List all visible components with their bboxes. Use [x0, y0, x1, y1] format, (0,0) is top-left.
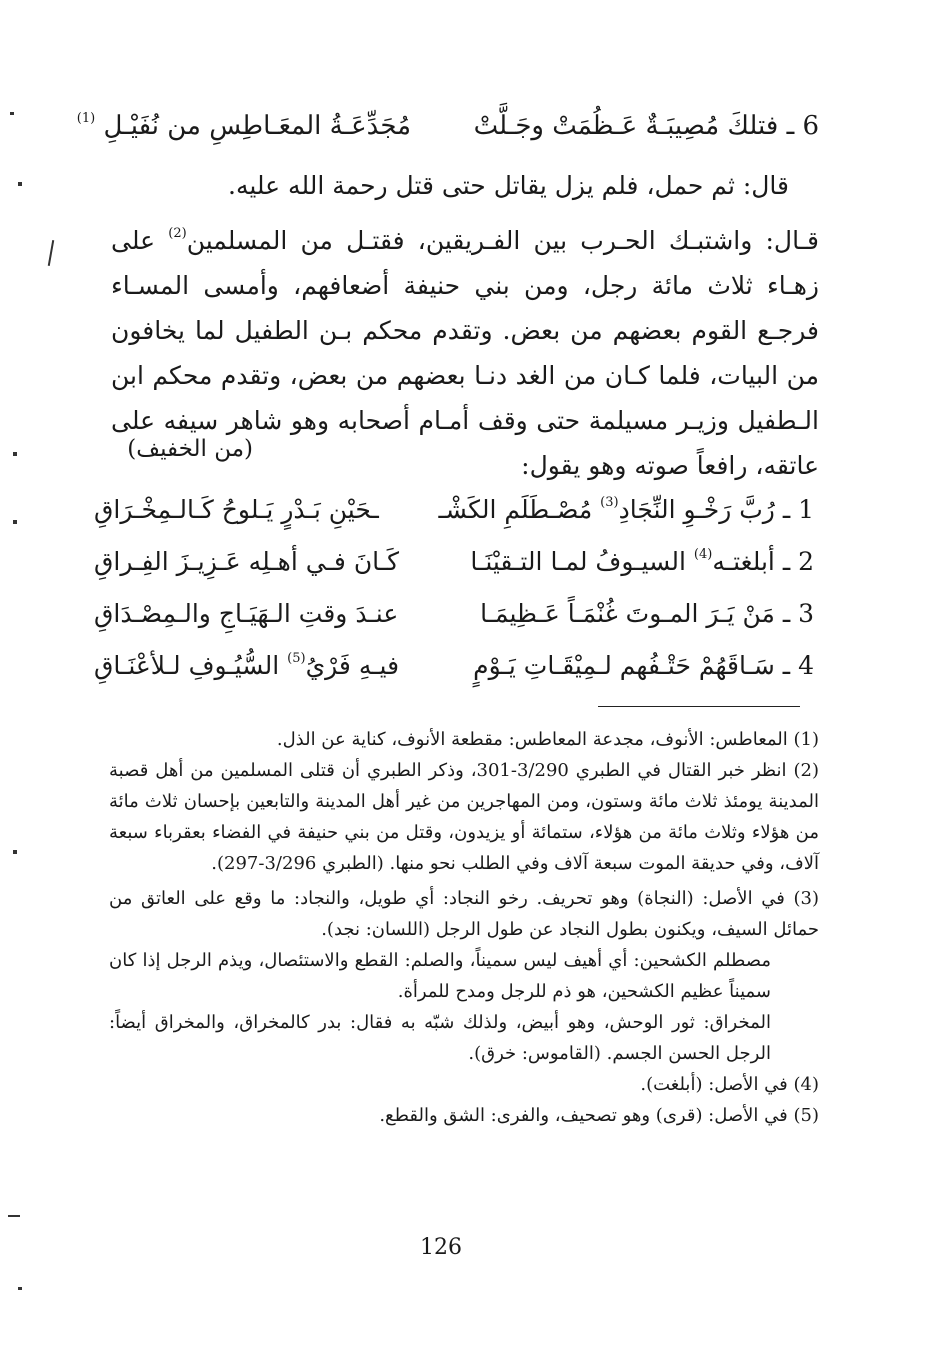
footnote-ref-3[interactable]: (3): [600, 495, 619, 510]
poem-line: [94, 540, 814, 592]
poem-line: [94, 644, 814, 696]
paragraph-said: قال: ثم حمل، فلم يزل يقاتل حتى قتل رحمة الله عليه.: [228, 171, 789, 200]
poem-hemistich-2: فيـهِ فَرْيُ$^{(5)}$ السُّيُـوفِ لـلأعْنَـاقِ: [94, 651, 400, 680]
footnote-3-continued: المخراق: ثور الوحش، وهو أبيض، ولذلك شبّه به فقال: بدر كالمخراق، والمخراق أيضاً: الرجل الحسن الجسم. (القاموس: خرق).: [109, 1012, 771, 1064]
paragraph-main-part-2: على زهـاء ثلاث مائة رجل، ومن بني حنيفة أضعافهم، وأمسى المسـاء فرجـع القوم بعضهم من بعض. وتقدم محكم بـن الطفيل لما يخافون من البيات، فلما كـان من الغد دنـا بعضهم من بعض، وتقدم محكم ابن الـطفيل وزيـر مسيلمة حتى وقف أمـام أصحابه وهو شاهر سيفه على عاتقه، رافعاً صوته وهو يقول:: [111, 226, 819, 480]
poem-hemistich-1: 1 ـ رُبَّ رَخْـوِ النِّجَادِ$^{(3)}$ مُصْـطَلَمِ الكَشْـ: [438, 495, 814, 524]
poem-hemistich-1: 2 ـ أبلغتـه$^{(4)}$ السيـوفُ لمـا التـقيْنَـا: [470, 547, 814, 576]
verse-6-hemistich-2: مُجَدِّعَـةُ المعَـاطِسِ من نُفَيْـلِ: [103, 111, 412, 141]
verse-number: 6 ـ: [786, 111, 819, 141]
scan-speck: [48, 240, 54, 266]
verse-6: [77, 104, 819, 148]
paragraph-main-part-1: قـال: واشتبـك الحـرب بين الفـريقين، فقتـل من المسلمين: [186, 226, 819, 255]
poem-hemistich-2: عنـدَ وقتِ الـهَيَـاجِ والـمِصْـدَاقِ: [94, 599, 399, 628]
poem-hemistich-1: 4 ـ سَـاقَهُمْ حَتْـفُهم لـمِيْقَـاتِ يَـوْمٍ: [473, 651, 814, 680]
scan-speck: [13, 452, 17, 456]
footnote-ref-2[interactable]: (2): [168, 226, 187, 241]
scan-speck: [13, 520, 17, 524]
scan-speck: [13, 850, 17, 854]
poem-meter: (من الخفيف): [127, 436, 253, 462]
poem-hemistich-2: ـحَيْنِ بَـدْرٍ يَـلوحُ كَـالـمِخْـرَاقِ: [94, 495, 379, 524]
scan-speck: [18, 182, 22, 186]
footnote-ref-4[interactable]: (4): [693, 547, 713, 562]
poem-line: [94, 592, 814, 644]
scan-speck: [10, 112, 14, 115]
footnote-separator: [598, 706, 800, 707]
footnote-ref-5[interactable]: (5): [287, 651, 306, 666]
footnote-2: (2) انظر خبر القتال في الطبري 3/290-301، وذكر الطبري أن قتلى المسلمين من أهل قصبة المدينة يومئذ ثلاث مائة وستون، ومن المهاجرين من غير أهل المدينة والتابعين بإحسان ثلاث مائة من هؤلاء وثلاث مائة من هؤلاء، ستمائة أو يزيدون، وقتل من بني حنيفة في الفضاء بعقرباء سبعة آلاف، وفي حديقة الموت سبعة آلاف وفي الطلب نحو منها. (الطبري 3/296-297).: [109, 760, 819, 874]
poem-line: [94, 488, 814, 540]
footnote-3: (3) في الأصل: (النجاة) وهو تحريف. رخو النجاد: أي طويل، والنجاد: ما وقع على العاتق من حمائل السيف، ويكنون بطول النجاد عن طول الرجل (اللسان: نجد).: [109, 888, 819, 940]
poem-hemistich-2: كَـانَ فـي أهـلِه عَـزِيـزَ الفِـراقِ: [94, 547, 400, 576]
poem: [94, 488, 814, 696]
footnote-4: (4) في الأصل: (أبلغت).: [640, 1074, 819, 1095]
footnote-1: (1) المعاطس: الأنوف، مجدعة المعاطس: مقطعة الأنوف، كناية عن الذل.: [276, 729, 819, 750]
scan-speck: [8, 1215, 20, 1217]
footnote-3-continued: مصطلم الكشحين: أي أهيف ليس سميناً، والصلم: القطع والاستئصال، ويذم الرجل إذا كان سميناً عظيم الكشحين، هو ذم للرجل ومدح للمرأة.: [109, 950, 771, 1002]
scan-speck: [18, 1287, 22, 1290]
footnote-5: (5) في الأصل: (قرى) وهو تصحيف، والفرى: الشق والقطع.: [379, 1105, 819, 1126]
page-number: 126: [420, 1235, 462, 1260]
footnotes: [109, 724, 819, 1131]
footnote-ref-1[interactable]: (1): [76, 111, 96, 126]
verse-6-hemistich-1: فتلكَ مُصِيبَـةٌ عَـظُمَتْ وجَـلَّتْ: [473, 111, 779, 141]
poem-hemistich-1: 3 ـ مَنْ يَـرَ المـوتَ غُنْمَـاً عَـظِيمَـا: [480, 599, 814, 628]
